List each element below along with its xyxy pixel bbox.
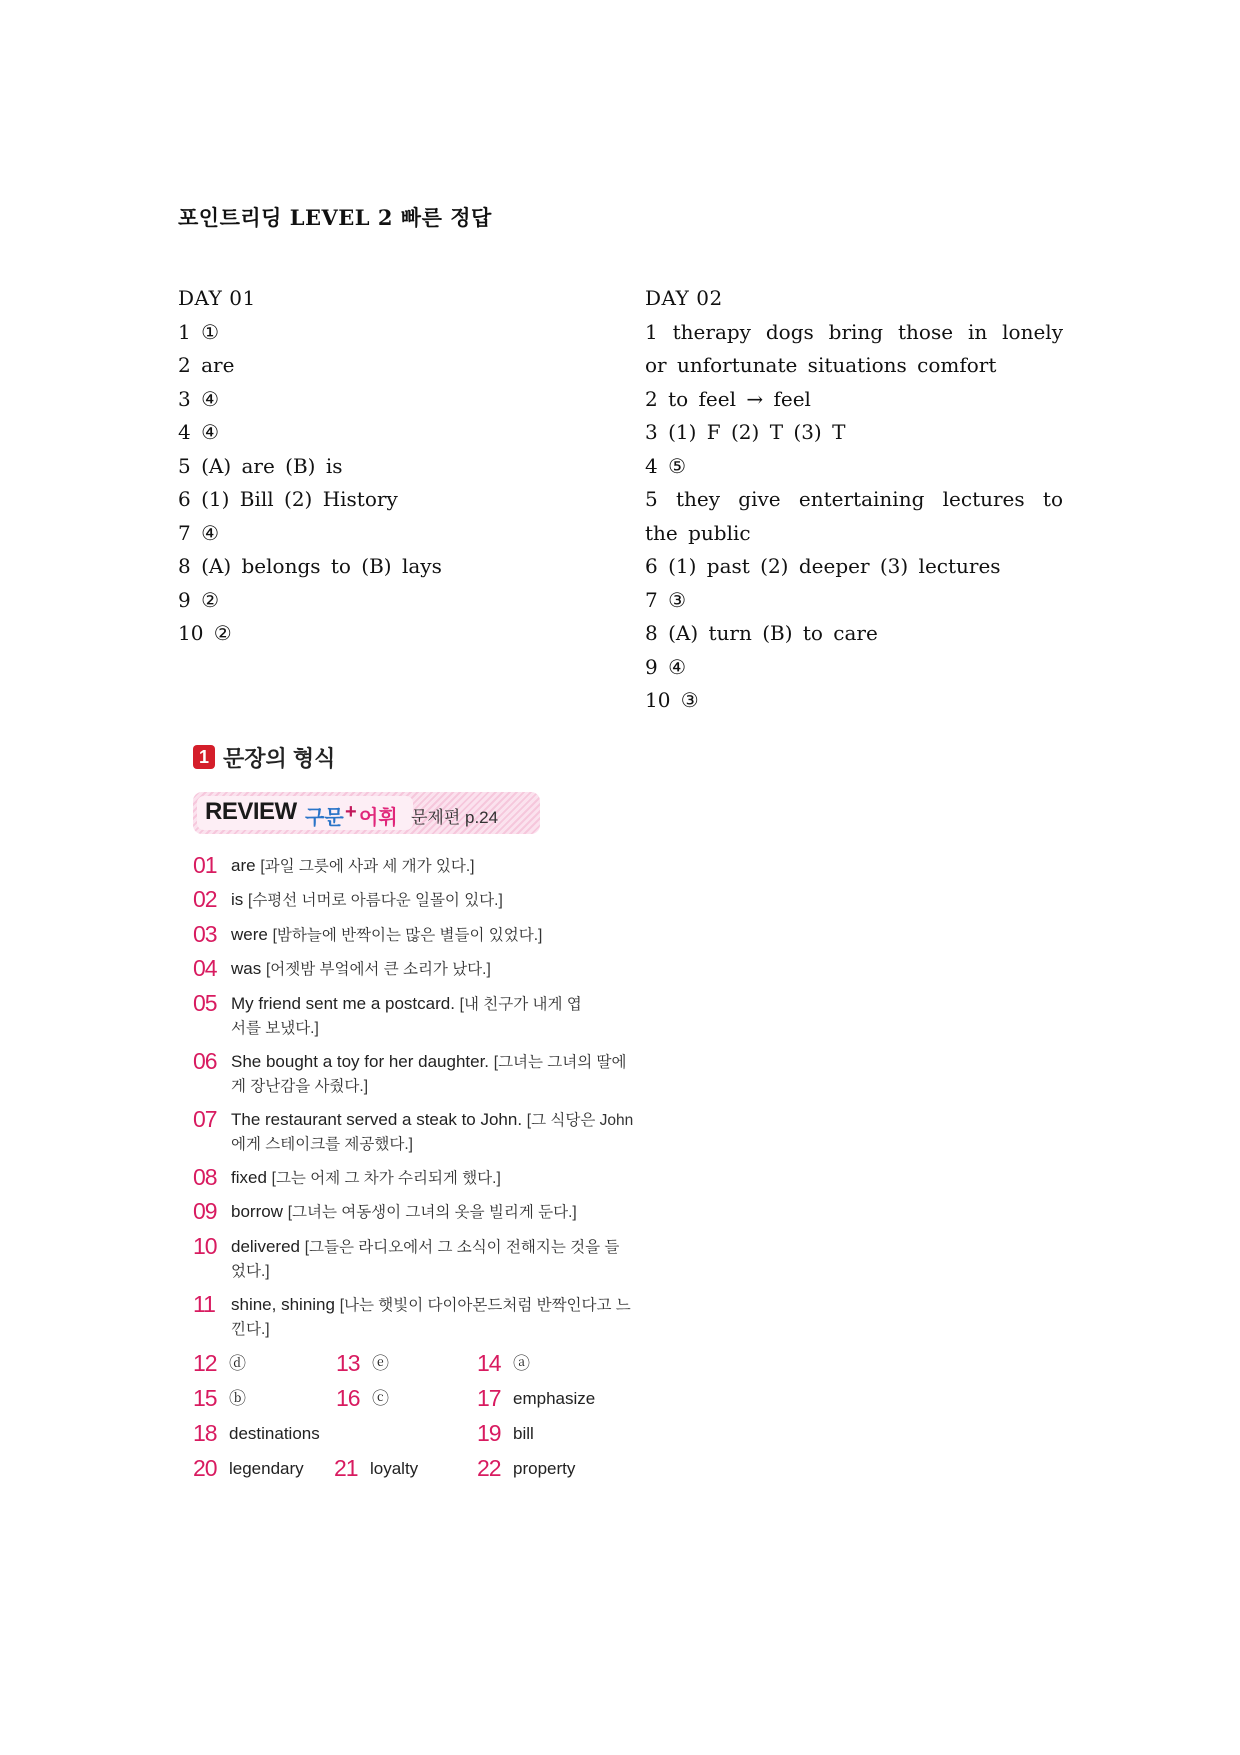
item-answer: ⓑ <box>229 1389 246 1408</box>
review-item <box>193 992 591 1040</box>
grid-item <box>477 1387 595 1410</box>
review-item <box>193 1166 623 1190</box>
answer-line: 10 ② <box>178 621 232 645</box>
item-number: 07 <box>193 1106 217 1132</box>
item-answer: shine, shining <box>231 1295 335 1314</box>
item-translation: [그녀는 그녀의 딸에게 장난감을 사줬다.] <box>231 1054 627 1095</box>
answer-line: 6 (1) past (2) deeper (3) lectures <box>645 554 1001 578</box>
item-answer: fixed <box>231 1168 267 1187</box>
item-translation: [과일 그릇에 사과 세 개가 있다.] <box>260 858 475 875</box>
item-answer: legendary <box>229 1459 304 1478</box>
answer-line: 7 ③ <box>645 587 687 612</box>
item-translation: [나는 햇빛이 다이아몬드처럼 반짝인다고 느낀다.] <box>231 1297 631 1338</box>
answer-line: 5 they give entertaining lectures to the public <box>645 487 1063 545</box>
grid-item <box>334 1457 418 1480</box>
item-answer: emphasize <box>513 1389 596 1408</box>
answer-line: 5 (A) are (B) is <box>178 453 343 478</box>
review-page-reference: 문제편 p.24 <box>411 808 499 827</box>
answer-line: 3 (1) F (2) T (3) T <box>645 420 846 444</box>
section-heading <box>193 742 633 772</box>
item-answer: ⓔ <box>372 1354 389 1373</box>
grid-item <box>193 1352 246 1375</box>
review-item <box>193 1200 623 1224</box>
day01-heading: DAY 01 <box>178 286 256 310</box>
item-translation: [그들은 라디오에서 그 소식이 전해지는 것을 들었다.] <box>231 1239 620 1280</box>
item-translation: [수평선 너머로 아름다운 일몰이 있다.] <box>248 892 503 909</box>
review-item <box>193 854 623 878</box>
item-answer: property <box>513 1459 576 1478</box>
review-eohwi-label: 어휘 <box>359 807 398 829</box>
item-number: 18 <box>193 1420 217 1446</box>
item-translation: [밤하늘에 반짝이는 많은 별들이 있었다.] <box>272 927 543 944</box>
item-translation: [그녀는 여동생이 그녀의 옷을 빌리게 둔다.] <box>287 1204 577 1221</box>
grid-item <box>193 1387 246 1410</box>
item-number: 21 <box>334 1455 358 1481</box>
answer-line: 8 (A) turn (B) to care <box>645 621 878 645</box>
review-item <box>193 1108 636 1156</box>
item-number: 03 <box>193 921 217 947</box>
review-plus-sign: + <box>345 801 357 823</box>
item-number: 15 <box>193 1385 217 1411</box>
answer-line: 9 ② <box>178 587 220 612</box>
review-item <box>193 923 623 947</box>
item-translation: [그는 어제 그 차가 수리되게 했다.] <box>271 1170 501 1187</box>
item-answer: ⓒ <box>372 1389 389 1408</box>
item-number: 08 <box>193 1164 217 1190</box>
answer-line: 7 ④ <box>178 520 220 545</box>
answer-line: 1 therapy dogs bring those in lonely or unfortunate situations comfort <box>645 319 1063 377</box>
answer-line: 8 (A) belongs to (B) lays <box>178 554 442 578</box>
answer-line: 2 to feel → feel <box>645 386 811 411</box>
grid-item <box>477 1422 534 1445</box>
item-answer: bill <box>513 1424 534 1443</box>
section-title: 문장의 형식 <box>223 745 336 771</box>
day01-column <box>178 282 598 651</box>
item-answer: My friend sent me a postcard. <box>231 994 455 1013</box>
item-number: 14 <box>477 1350 501 1376</box>
item-number: 01 <box>193 852 217 878</box>
review-item <box>193 957 623 981</box>
review-item <box>193 888 623 912</box>
item-number: 13 <box>336 1350 360 1376</box>
item-answer: were <box>231 925 268 944</box>
answer-line: 3 ④ <box>178 386 220 411</box>
item-number: 04 <box>193 955 217 981</box>
answer-line: 6 (1) Bill (2) History <box>178 487 398 511</box>
item-number: 10 <box>193 1233 217 1259</box>
grid-item <box>193 1422 320 1445</box>
review-label: REVIEW <box>205 798 297 825</box>
item-number: 22 <box>477 1455 501 1481</box>
grid-item <box>336 1352 389 1375</box>
day02-heading: DAY 02 <box>645 286 723 310</box>
section-number-badge: 1 <box>193 745 215 769</box>
grid-item <box>193 1457 304 1480</box>
answer-line: 2 are <box>178 353 235 377</box>
item-answer: She bought a toy for her daughter. <box>231 1052 490 1071</box>
day02-column <box>645 282 1063 718</box>
review-gumun-label: 구문 <box>305 807 344 829</box>
item-answer: is <box>231 890 244 909</box>
review-item <box>193 1235 621 1283</box>
item-number: 17 <box>477 1385 501 1411</box>
item-answer: borrow <box>231 1202 283 1221</box>
item-number: 09 <box>193 1198 217 1224</box>
answer-line: 4 ④ <box>178 420 220 444</box>
grid-item <box>477 1457 575 1480</box>
answer-line: 10 ③ <box>645 688 699 712</box>
item-number: 16 <box>336 1385 360 1411</box>
item-answer: loyalty <box>370 1459 419 1478</box>
item-number: 20 <box>193 1455 217 1481</box>
item-answer: ⓐ <box>513 1354 530 1373</box>
item-number: 12 <box>193 1350 217 1376</box>
review-item <box>193 1293 631 1341</box>
review-item <box>193 1050 631 1098</box>
answer-line: 4 ⑤ <box>645 453 687 478</box>
item-answer: destinations <box>229 1424 320 1443</box>
item-answer: delivered <box>231 1237 300 1256</box>
answer-line: 1 ① <box>178 319 220 344</box>
item-number: 05 <box>193 990 217 1016</box>
page-title: 포인트리딩 LEVEL 2 빠른 정답 <box>178 205 492 230</box>
item-number: 02 <box>193 886 217 912</box>
item-number: 11 <box>193 1291 215 1317</box>
grid-item <box>477 1352 530 1375</box>
answer-line: 9 ④ <box>645 654 687 679</box>
item-answer: ⓓ <box>229 1354 246 1373</box>
item-number: 19 <box>477 1420 501 1446</box>
item-answer: are <box>231 856 256 875</box>
item-answer: The restaurant served a steak to John. <box>231 1110 523 1129</box>
item-number: 06 <box>193 1048 217 1074</box>
grid-item <box>336 1387 389 1410</box>
item-translation: [그 식당은 John에게 스테이크를 제공했다.] <box>231 1112 634 1153</box>
item-translation: [내 친구가 내게 엽서를 보냈다.] <box>231 996 582 1037</box>
review-banner <box>193 792 540 834</box>
item-translation: [어젯밤 부엌에서 큰 소리가 났다.] <box>265 961 491 978</box>
review-section <box>193 742 634 1481</box>
item-answer: was <box>231 959 262 978</box>
